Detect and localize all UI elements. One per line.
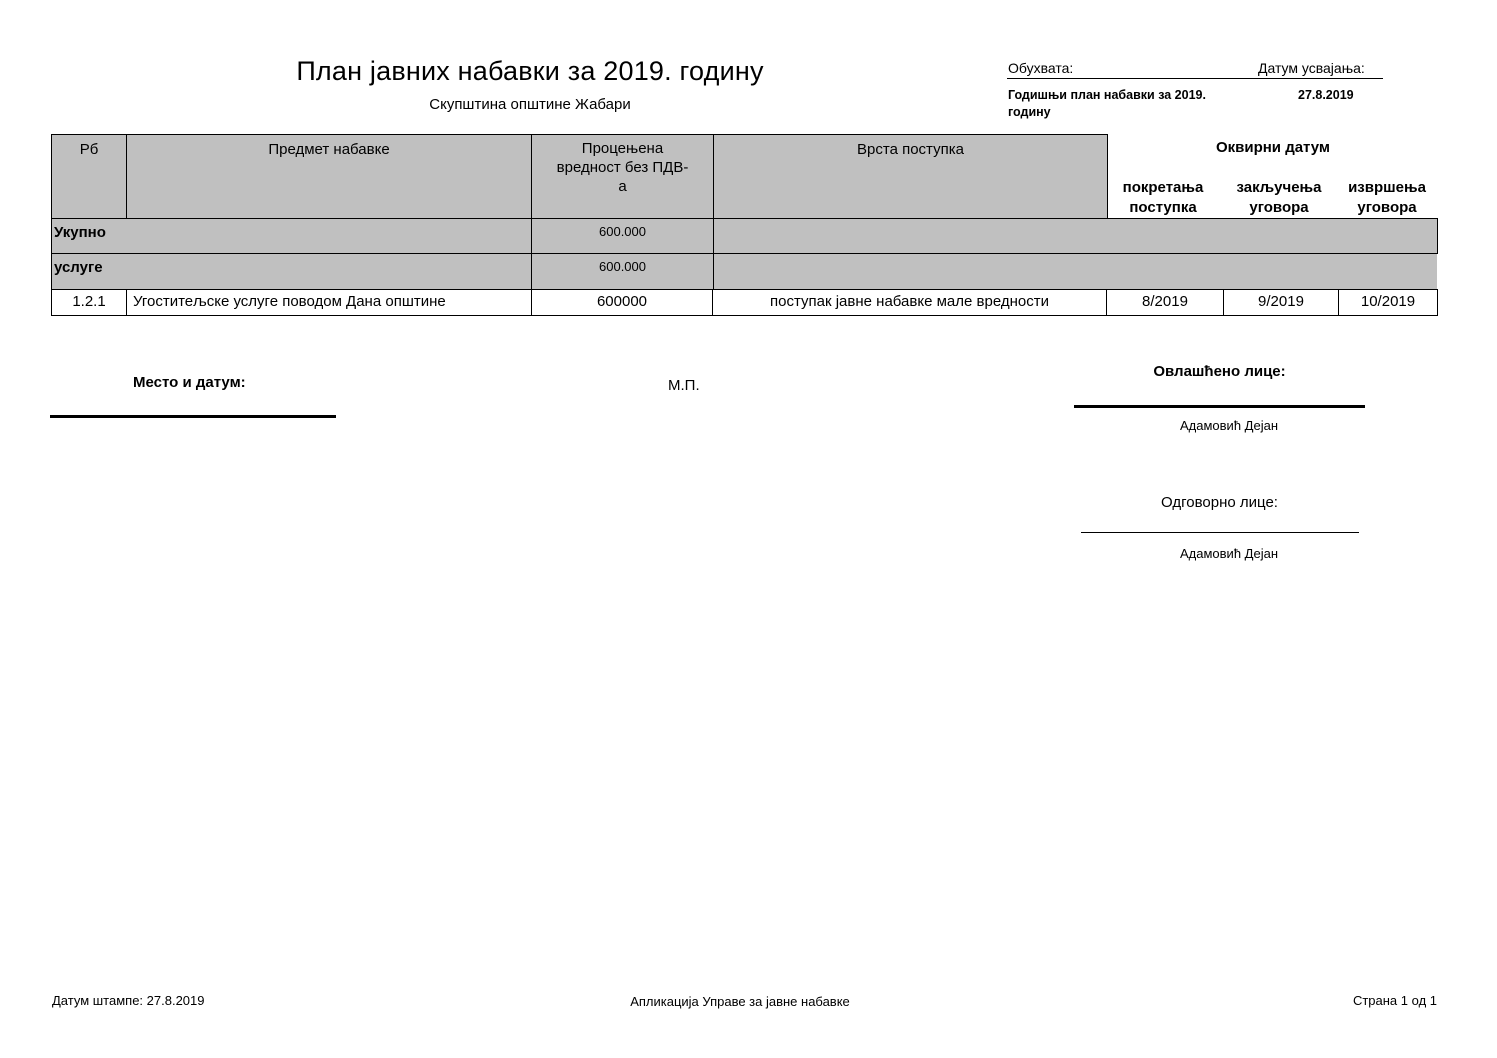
- row-rb: 1.2.1: [72, 293, 106, 310]
- page-title: План јавних набавки за 2019. годину: [296, 56, 764, 86]
- meta-divider: [1007, 78, 1383, 79]
- summary-total-value: 600.000: [599, 224, 646, 239]
- summary-services-value: 600.000: [599, 259, 646, 274]
- scope-label: Обухвата:: [1008, 60, 1074, 76]
- place-date-line: [50, 415, 336, 418]
- row-cell-rb: [51, 289, 127, 316]
- row-value: 600000: [596, 293, 648, 310]
- place-date-label: Место и датум:: [133, 374, 246, 391]
- header-cell-procedure: [713, 134, 1108, 219]
- row-procedure: поступак јавне набавке мале вредности: [770, 293, 1049, 310]
- header-dates-group: Оквирни датум: [1215, 139, 1331, 156]
- summary-row-total-label-cell: [51, 218, 532, 254]
- row-cell-date-start: [1106, 289, 1224, 316]
- row-cell-value: [531, 289, 713, 316]
- authorized-person-name: Адамовић Дејан: [1180, 418, 1278, 433]
- adoption-date-value: 27.8.2019: [1298, 88, 1354, 102]
- footer-application: Апликација Управе за јавне набавке: [630, 994, 850, 1009]
- row-cell-subject: [126, 289, 532, 316]
- footer-page-number: Страна 1 од 1: [1352, 993, 1437, 1008]
- summary-services-label: услуге: [54, 259, 103, 276]
- summary-row-total-rest: [713, 218, 1438, 254]
- header-procedure: Врста поступка: [857, 141, 964, 158]
- authorized-person-label: Овлашћено лице:: [1153, 363, 1286, 380]
- header-value: Процењена вредност без ПДВ-а: [556, 140, 689, 195]
- header-date-start: покретања поступка: [1122, 179, 1204, 216]
- page-subtitle: Скупштина општине Жабари: [429, 96, 631, 113]
- header-subject: Предмет набавке: [268, 141, 390, 158]
- summary-row-services-rest: [713, 253, 1437, 289]
- authorized-signature-line: [1074, 405, 1365, 408]
- responsible-person-name: Адамовић Дејан: [1180, 546, 1278, 561]
- summary-row-total-value-cell: [531, 218, 714, 254]
- summary-row-services-label-cell: [51, 253, 532, 289]
- header-date-contract: закључења уговора: [1236, 179, 1322, 216]
- summary-total-label: Укупно: [54, 224, 106, 241]
- row-cell-procedure: [712, 289, 1107, 316]
- responsible-person-label: Одговорно лице:: [1161, 494, 1278, 511]
- scope-value: Годишњи план набавки за 2019. годину: [1008, 88, 1206, 119]
- row-cell-date-contract: [1223, 289, 1339, 316]
- header-rb: Рб: [79, 141, 99, 158]
- stamp-label: М.П.: [668, 377, 700, 394]
- adoption-date-label: Датум усвајања:: [1258, 60, 1365, 76]
- header-date-execution: извршења уговора: [1348, 179, 1426, 216]
- summary-row-services-value-cell: [531, 253, 714, 289]
- row-cell-date-execution: [1338, 289, 1438, 316]
- responsible-signature-line: [1081, 532, 1359, 533]
- row-subject: Угоститељске услуге поводом Дана општине: [133, 293, 446, 310]
- header-cell-subject: [126, 134, 532, 219]
- header-cell-rb: [51, 134, 127, 219]
- footer-print-date: Датум штампе: 27.8.2019: [52, 993, 205, 1008]
- header-cell-value: [531, 134, 714, 219]
- row-date-start: 8/2019: [1142, 293, 1188, 310]
- row-date-contract: 9/2019: [1258, 293, 1304, 310]
- row-date-execution: 10/2019: [1360, 293, 1416, 310]
